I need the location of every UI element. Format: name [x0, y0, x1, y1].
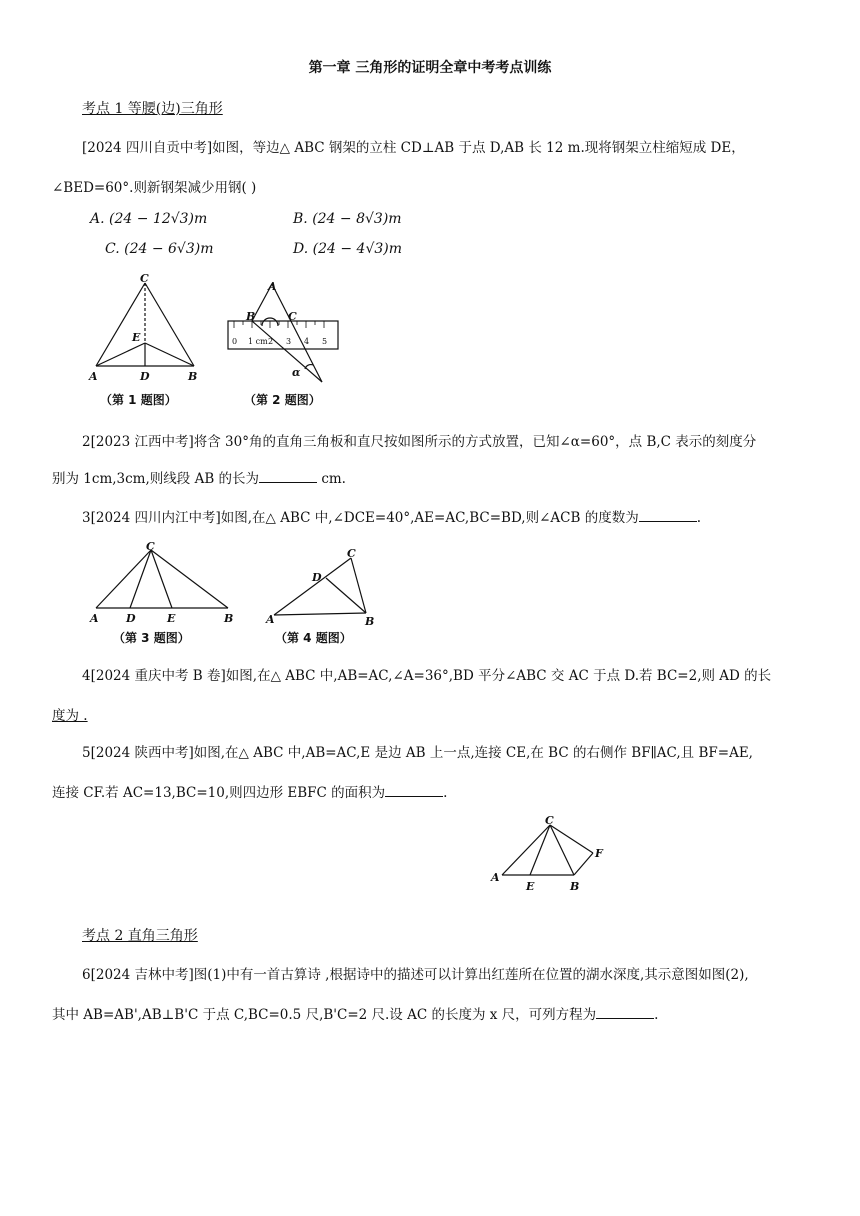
fig5-label-b: B: [570, 880, 580, 893]
fig4-label-b: B: [365, 615, 375, 628]
fig2-label-a: A: [268, 280, 277, 293]
figure-2: [222, 276, 342, 388]
q5-line1: 5[2024 陕西中考]如图,在△ ABC 中,AB=AC,E 是边 AB 上一点,连接 CE,在 BC 的右侧作 BF∥AC,且 BF=AE,: [82, 745, 753, 761]
fig3-label-c: C: [146, 540, 155, 553]
fig4-caption: （第 4 题图）: [275, 631, 352, 645]
q1-option-c: C. (24 − 6√3)m: [105, 241, 214, 257]
q5-line2-text: 连接 CF.若 AC=13,BC=10,则四边形 EBFC 的面积为: [52, 785, 386, 801]
fig2-tick-1: 1 cm: [248, 337, 268, 346]
q2-line2-text: 别为 1cm,3cm,则线段 AB 的长为: [52, 471, 260, 487]
q1-option-d: D. (24 − 4√3)m: [293, 241, 403, 257]
fig2-caption: （第 2 题图）: [244, 393, 321, 407]
fig2-label-alpha: α: [292, 366, 301, 379]
fig1-label-b: B: [188, 370, 198, 383]
q2-line1: 2[2023 江西中考]将含 30°角的直角三角板和直尺按如图所示的方式放置，已知∠α=60°，点 B,C 表示的刻度分: [82, 434, 757, 450]
fig3-caption: （第 3 题图）: [113, 631, 190, 645]
page-title: 第一章 三角形的证明全章中考考点训练: [308, 60, 552, 76]
fig2-label-c: C: [288, 310, 297, 323]
q4-line2: 度为 .: [52, 708, 88, 724]
q1-option-b: B. (24 − 8√3)m: [293, 211, 402, 227]
section-heading-2: 考点 2 直角三角形: [82, 928, 198, 944]
q1-option-a: A. (24 − 12√3)m: [90, 211, 208, 227]
fig4-label-c: C: [347, 547, 356, 560]
fig2-tick-5: 5: [322, 337, 328, 346]
fig1-label-a: A: [89, 370, 98, 383]
fig2-label-b: B: [246, 310, 256, 323]
fig3-label-d: D: [126, 612, 136, 625]
q3-end: .: [696, 510, 701, 526]
q5-answer-blank[interactable]: [385, 784, 443, 797]
fig2-tick-3: 3: [286, 337, 292, 346]
fig1-label-e: E: [132, 331, 141, 344]
fig4-label-a: A: [266, 613, 275, 626]
q4-line1: 4[2024 重庆中考 B 卷]如图,在△ ABC 中,AB=AC,∠A=36°,BD 平分∠ABC 交 AC 于点 D.若 BC=2,则 AD 的长: [82, 668, 772, 684]
q2-line2: [52, 467, 346, 487]
figure-3: [88, 540, 238, 626]
q6-answer-blank[interactable]: [596, 1006, 654, 1019]
fig4-label-d: D: [312, 571, 322, 584]
fig5-label-a: A: [491, 871, 500, 884]
fig1-caption: （第 1 题图）: [100, 393, 177, 407]
fig5-label-f: F: [595, 847, 603, 860]
q5-line2: [52, 781, 447, 801]
q5-end: .: [443, 785, 448, 801]
section-heading-1: 考点 1 等腰(边)三角形: [82, 101, 223, 117]
fig3-label-b: B: [224, 612, 234, 625]
fig2-tick-2: 2: [268, 337, 274, 346]
fig5-label-c: C: [545, 814, 554, 827]
fig1-label-c: C: [140, 272, 149, 285]
fig2-tick-0: 0: [232, 337, 238, 346]
figure-1: [80, 268, 210, 386]
figure-5: [488, 812, 610, 894]
q3-answer-blank[interactable]: [639, 509, 697, 522]
fig3-label-a: A: [90, 612, 99, 625]
fig2-tick-4: 4: [304, 337, 310, 346]
q3-text: 3[2024 四川内江中考]如图,在△ ABC 中,∠DCE=40°,AE=AC,BC=BD,则∠ACB 的度数为: [82, 510, 639, 526]
fig1-label-d: D: [140, 370, 150, 383]
q3-line: [82, 506, 701, 526]
q2-line2-unit: cm.: [317, 471, 346, 487]
q6-end: .: [654, 1007, 659, 1023]
q2-answer-blank[interactable]: [259, 470, 317, 483]
q1-line2: ∠BED=60°.则新钢架减少用钢( ): [52, 180, 257, 196]
q6-line2-text: 其中 AB=AB',AB⊥B'C 于点 C,BC=0.5 尺,B'C=2 尺.设 AC 的长度为 x 尺，可列方程为: [52, 1007, 597, 1023]
q1-line1: [2024 四川自贡中考]如图，等边△ ABC 钢架的立柱 CD⊥AB 于点 D,AB 长 12 m.现将钢架立柱缩短成 DE，: [82, 140, 745, 156]
q6-line1: 6[2024 吉林中考]图(1)中有一首古算诗 ,根据诗中的描述可以计算出红莲所在位置的湖水深度,其示意图如图(2),: [82, 967, 749, 983]
figure-4: [262, 543, 382, 627]
q6-line2: [52, 1003, 658, 1023]
fig5-label-e: E: [526, 880, 535, 893]
fig3-label-e: E: [167, 612, 176, 625]
